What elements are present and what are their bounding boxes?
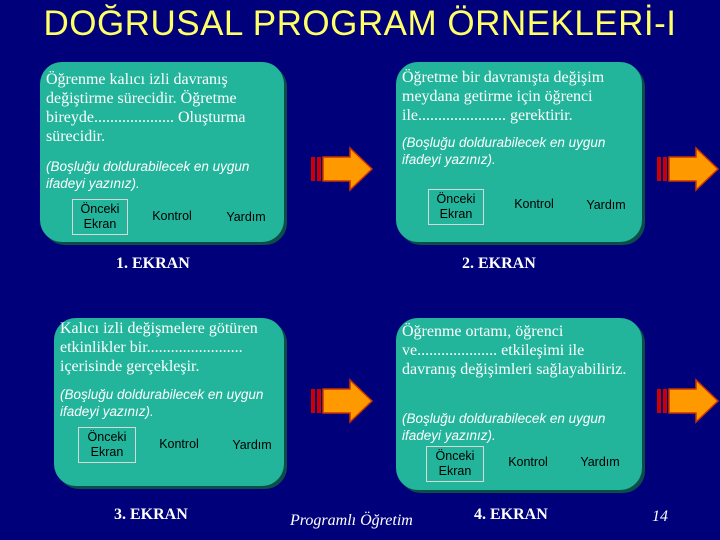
- screen-4-help-button[interactable]: Yardım: [572, 453, 628, 471]
- screen-3-label: 3. EKRAN: [114, 506, 188, 523]
- screen-1-label: 1. EKRAN: [116, 255, 190, 272]
- screen-2-prev-button[interactable]: Önceki Ekran: [428, 189, 484, 225]
- screen-2-label: 2. EKRAN: [462, 255, 536, 272]
- screen-1-check-button[interactable]: Kontrol: [143, 206, 201, 226]
- screen-3-help-button[interactable]: Yardım: [224, 436, 280, 454]
- screen-1-hint: (Boşluğu doldurabilecek en uygun ifadeyi yazınız).: [46, 159, 250, 191]
- screen-3-text: Kalıcı izli değişmelere götüren etkinlikler bir........................ içerisinde gerçekleşir.: [60, 320, 258, 375]
- screen-4-hint: (Boşluğu doldurabilecek en uygun ifadeyi yazınız).: [402, 411, 606, 443]
- screen-1-help-button[interactable]: Yardım: [218, 208, 274, 226]
- screen-3-hint: (Boşluğu doldurabilecek en uygun ifadeyi yazınız).: [60, 387, 264, 419]
- arrow-right-icon: [656, 146, 720, 192]
- screen-1-text: Öğrenme kalıcı izli davranış değiştirme sürecidir. Öğretme bireyde.................... Oluşturma sürecidir.: [46, 71, 246, 145]
- screen-1-prev-button[interactable]: Önceki Ekran: [72, 199, 128, 235]
- footer-caption: Programlı Öğretim: [290, 512, 413, 529]
- screen-2-hint: (Boşluğu doldurabilecek en uygun ifadeyi yazınız).: [402, 135, 606, 167]
- screen-4-text: Öğrenme ortamı, öğrenci ve.................... etkileşimi ile davranış değişimleri sağlayabiliriz.: [402, 323, 627, 378]
- screen-2-check-button[interactable]: Kontrol: [505, 194, 563, 214]
- arrow-right-icon: [310, 378, 374, 424]
- screen-3-prev-button[interactable]: Önceki Ekran: [78, 427, 136, 463]
- slide-title: DOĞRUSAL PROGRAM ÖRNEKLERİ-I: [43, 4, 677, 43]
- screen-2-help-button[interactable]: Yardım: [578, 196, 634, 214]
- screen-4-label: 4. EKRAN: [474, 506, 548, 523]
- screen-4-check-button[interactable]: Kontrol: [499, 452, 557, 472]
- page-number: 14: [652, 508, 668, 525]
- arrow-right-icon: [310, 146, 374, 192]
- screen-3-check-button[interactable]: Kontrol: [150, 434, 208, 454]
- screen-4-prev-button[interactable]: Önceki Ekran: [426, 446, 484, 482]
- arrow-right-icon: [656, 378, 720, 424]
- screen-2-text: Öğretme bir davranışta değişim meydana getirme için öğrenci ile...................... gerektirir.: [402, 69, 605, 124]
